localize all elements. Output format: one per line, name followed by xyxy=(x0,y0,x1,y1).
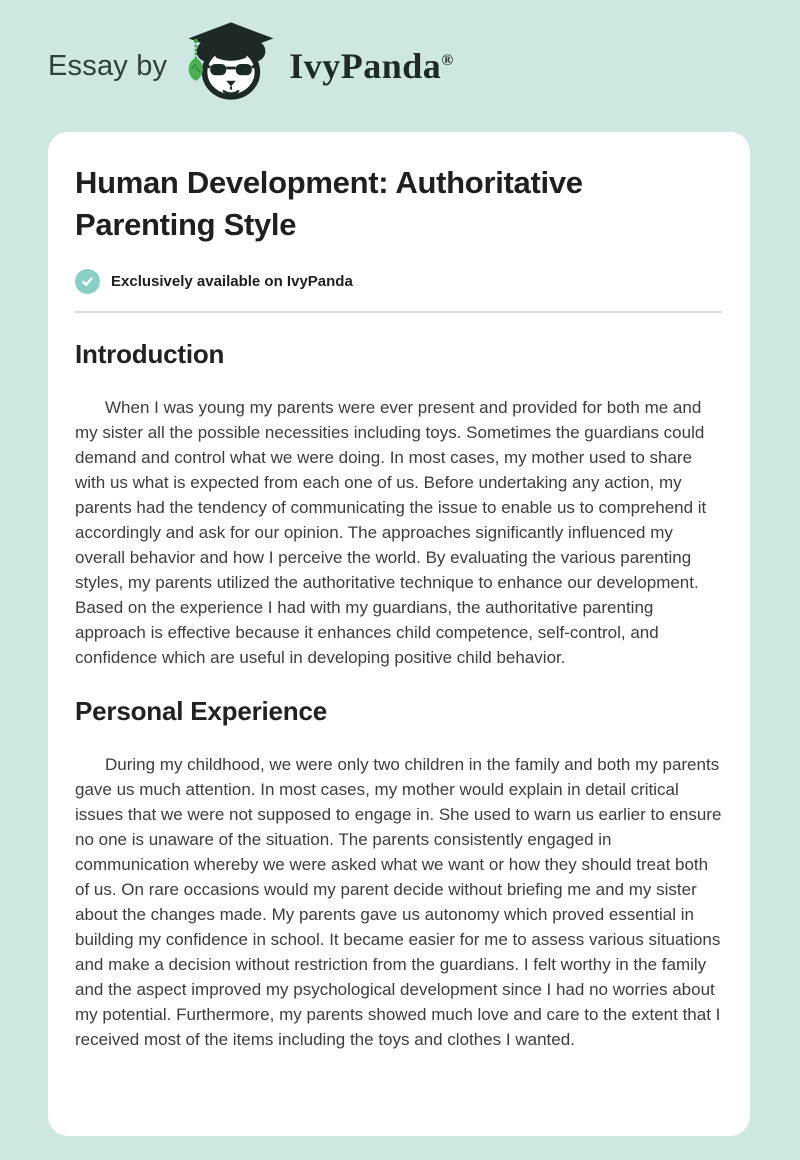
exclusive-badge xyxy=(75,269,722,294)
ivypanda-logo-link[interactable] xyxy=(183,18,279,114)
paragraph: During my childhood, we were only two children in the family and both my parents gave us much attention. In most cases, my mother would explain in detail critical issues that we were not supposed to engage in. She used to warn us earlier to ensure no one is unaware of the situation. The parents consistently engaged in communication whereby we were asked what we want or how they should treat both of us. On rare occasions would my parent decide without briefing me and my sister about the changes made. My parents gave us autonomy which proved essential in building my confidence in school. It became easier for me to assess various situations and make a decision without restriction from the guardians. I felt worthy in the family and the aspect improved my psychological development since I had no worries about my potential. Furthermore, my parents showed much love and care to the extent that I received most of the items including the toys and clothes I wanted. xyxy=(75,754,722,1049)
section-heading-personal-experience: Personal Experience xyxy=(75,695,327,726)
trademark-symbol: ® xyxy=(441,52,454,69)
essay-card xyxy=(48,132,750,1136)
essay-title: Human Development: Authoritative Parenting Style xyxy=(75,165,583,243)
brand-wordmark[interactable] xyxy=(289,45,454,87)
panda-graduate-logo-icon xyxy=(183,16,279,117)
check-icon xyxy=(75,269,100,294)
paragraph: When I was young my parents were ever present and provided for both me and my sister all the possible necessities including toys. Sometimes the guardians could demand and control what we were doing. In most cases, my mother used to share with us what is expected from each one of us. Before undertaking any action, my parents had the tendency of communicating the issue to enable us to comprehend it accordingly and ask for our opinion. The approaches significantly influenced my overall behavior and how I perceive the world. By evaluating the various parenting styles, my parents utilized the authoritative technique to enhance our development. Based on the experience I had with my guardians, the authoritative parenting approach is effective because it enhances child competence, self-control, and confidence which are useful in developing positive child behavior. xyxy=(75,397,707,667)
section-heading-introduction: Introduction xyxy=(75,338,225,369)
brand-name: IvyPanda xyxy=(289,46,442,86)
exclusive-badge-label: Exclusively available on IvyPanda xyxy=(111,272,353,290)
essay-by-label: Essay by xyxy=(48,49,168,82)
divider xyxy=(75,311,722,313)
page-header xyxy=(0,0,800,132)
